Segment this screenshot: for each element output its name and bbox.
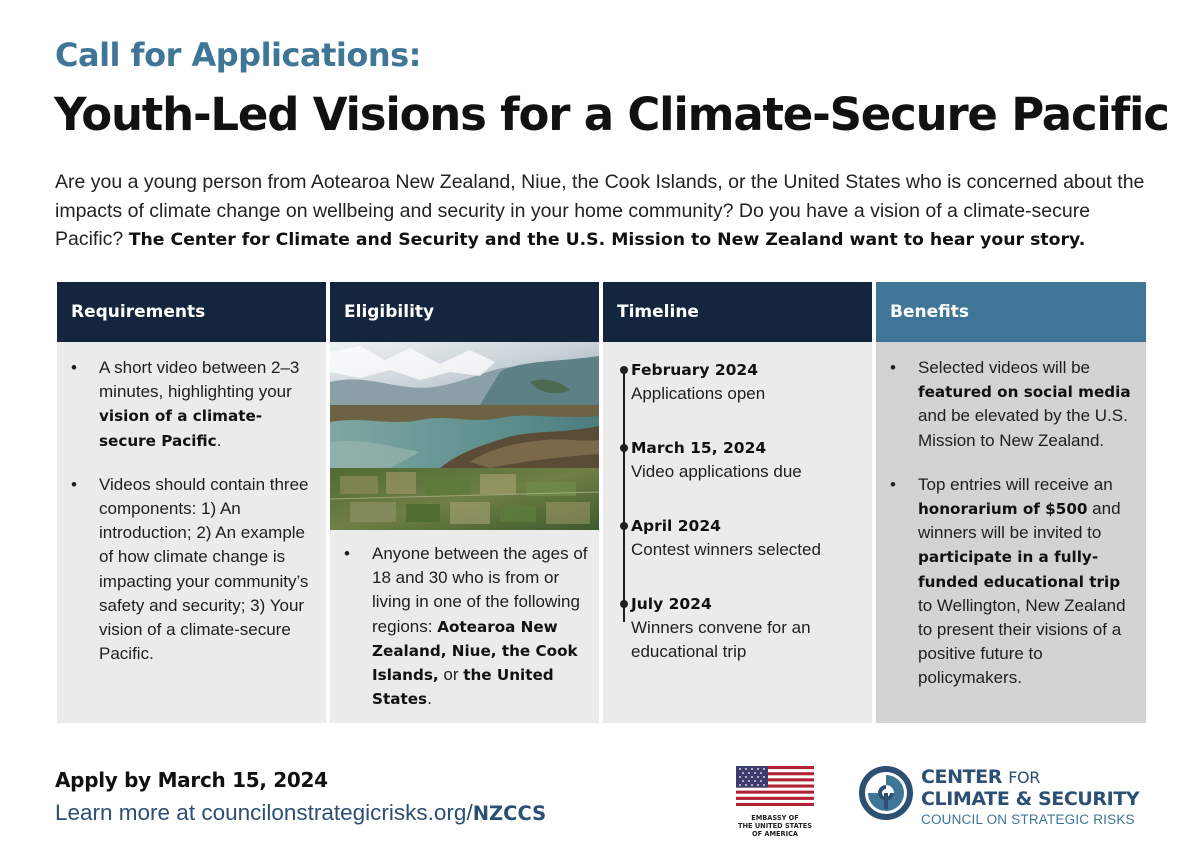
intro-text: Are you a young person from Aotearoa New Zealand, Niue, the Cook Islands, or the United States who is concerned about the impacts of climate change on wellbeing and security in your home community? Do you have a vision of a climate-secure Pacific? xyxy=(55,171,1145,250)
intro-paragraph xyxy=(55,168,1155,255)
learn-more-link[interactable] xyxy=(55,800,546,826)
item-text: and winners will be invited to xyxy=(918,499,1121,543)
ccs-name-line1 xyxy=(921,766,1040,788)
eligibility-heading: Eligibility xyxy=(330,282,599,342)
timeline-body xyxy=(603,342,872,723)
item-text: . xyxy=(216,430,222,450)
embassy-logo xyxy=(735,766,815,839)
satellite-imagery-graphic xyxy=(330,342,599,530)
timeline-dot xyxy=(620,366,628,374)
event-description: Video applications due xyxy=(631,462,802,481)
event-description: Winners convene for an educational trip xyxy=(631,618,811,661)
timeline-line xyxy=(623,367,625,622)
item-text: Anyone between the ages of 18 and 30 who is from or living in one of the following regions: xyxy=(372,544,588,636)
ccs-name-line2: CLIMATE & SECURITY xyxy=(921,788,1140,810)
us-flag-icon xyxy=(736,766,814,806)
event-date: April 2024 xyxy=(631,517,721,535)
timeline xyxy=(603,342,872,723)
timeline-event xyxy=(631,592,821,664)
benefits-column xyxy=(876,282,1146,723)
item-emphasis: Aotearoa New Zealand, Niue, the Cook Islands, xyxy=(372,617,578,685)
timeline-dot xyxy=(620,444,628,452)
benefits-list xyxy=(890,356,1136,711)
ccs-for-word: FOR xyxy=(1008,768,1040,787)
requirements-heading: Requirements xyxy=(57,282,326,342)
satellite-imagery xyxy=(330,342,599,530)
eligibility-list xyxy=(344,542,589,731)
eligibility-body xyxy=(330,342,599,723)
event-description: Contest winners selected xyxy=(631,540,821,559)
list-item xyxy=(890,356,1136,453)
item-emphasis: participate in a fully-funded educational trip xyxy=(918,548,1121,591)
ccs-name-line3: COUNCIL ON STRATEGIC RISKS xyxy=(921,812,1135,827)
item-text: . xyxy=(427,689,432,709)
eligibility-column xyxy=(330,282,599,723)
benefits-body xyxy=(876,342,1146,723)
requirements-list xyxy=(71,356,316,686)
event-date: February 2024 xyxy=(631,361,758,379)
list-item xyxy=(890,473,1136,691)
timeline-event xyxy=(631,514,867,562)
intro-emphasis: The Center for Climate and Security and the U.S. Mission to New Zealand want to hear your story. xyxy=(128,230,1086,250)
item-text: or xyxy=(438,665,464,685)
ccs-logo xyxy=(859,764,1159,834)
event-date: July 2024 xyxy=(631,595,712,613)
list-item xyxy=(71,473,316,667)
ccs-center-word: CENTER xyxy=(921,766,1002,788)
requirements-body xyxy=(57,342,326,723)
timeline-dot xyxy=(620,600,628,608)
page-title: Youth-Led Visions for a Climate-Secure Pacific xyxy=(54,88,1169,141)
learn-more-suffix: NZCCS xyxy=(472,802,547,825)
timeline-dot xyxy=(620,522,628,530)
event-description: Applications open xyxy=(631,384,766,403)
ccs-emblem-icon xyxy=(859,766,913,820)
apply-deadline: Apply by March 15, 2024 xyxy=(55,768,328,792)
item-text: and be elevated by the U.S. Mission to New Zealand. xyxy=(918,406,1128,450)
kicker-heading: Call for Applications: xyxy=(55,36,421,74)
timeline-event xyxy=(631,358,867,406)
item-text: A short video between 2–3 minutes, highlighting your xyxy=(99,358,300,402)
requirements-column xyxy=(57,282,326,723)
item-emphasis: the United States xyxy=(372,666,554,709)
timeline-event xyxy=(631,436,867,484)
timeline-column xyxy=(603,282,872,723)
learn-more-prefix: Learn more at councilonstrategicrisks.org/ xyxy=(55,800,473,825)
item-text: Selected videos will be xyxy=(918,358,1090,377)
item-text: Videos should contain three components: 1) An introduction; 2) An example of how climate change is impacting your community’s safety and security; 3) Your vision of a climate-secure Pacific. xyxy=(99,474,309,664)
event-date: March 15, 2024 xyxy=(631,439,767,457)
item-emphasis: featured on social media xyxy=(918,383,1131,402)
timeline-heading: Timeline xyxy=(603,282,872,342)
benefits-heading: Benefits xyxy=(876,282,1146,342)
list-item xyxy=(344,542,589,711)
list-item xyxy=(71,356,316,453)
item-text: to Wellington, New Zealand to present their visions of a positive future to policymakers. xyxy=(918,595,1126,688)
item-emphasis: honorarium of $500 xyxy=(918,500,1088,519)
item-text: Top entries will receive an xyxy=(918,474,1113,494)
item-emphasis: vision of a climate-secure Pacific xyxy=(99,407,263,450)
embassy-name: EMBASSY OF THE UNITED STATES OF AMERICA xyxy=(738,814,812,839)
